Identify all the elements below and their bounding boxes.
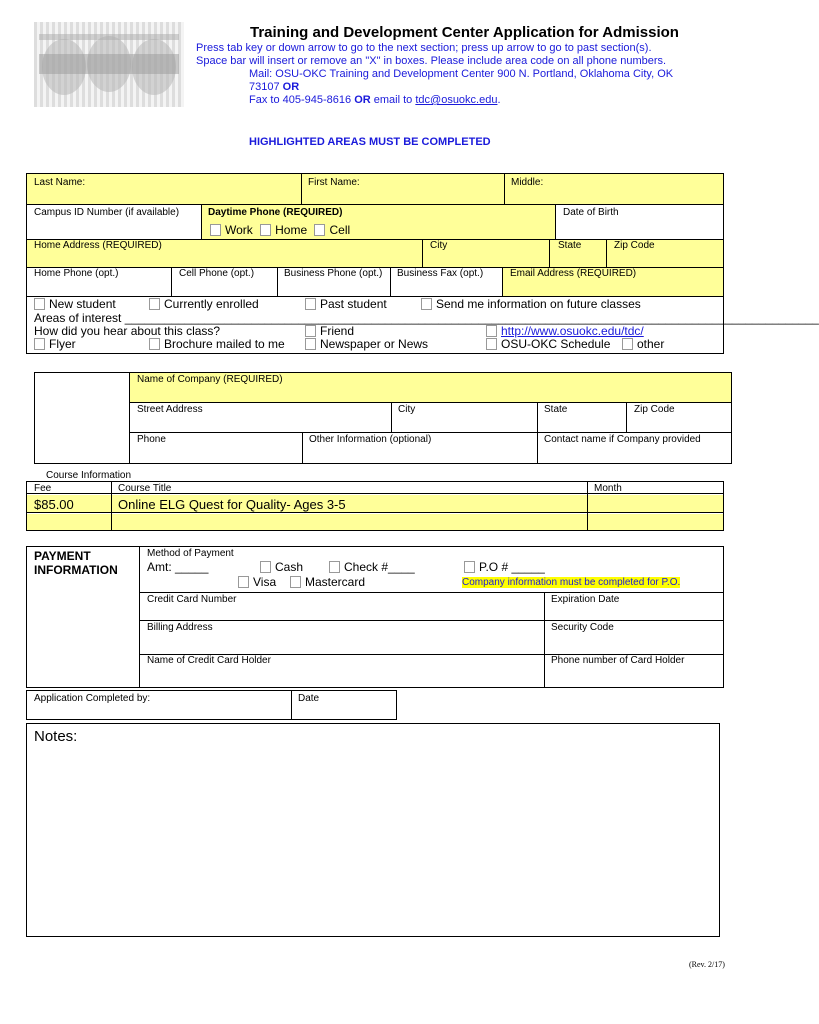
mastercard-label: Mastercard bbox=[305, 575, 366, 589]
billing-address-label[interactable]: Billing Address bbox=[147, 622, 213, 633]
or-text: OR bbox=[282, 81, 300, 93]
card-number-label[interactable]: Credit Card Number bbox=[147, 594, 237, 605]
instruction-line-1: Press tab key or down arrow to go to the next section; press up arrow to go to past section(s). bbox=[196, 42, 652, 54]
other-label: other bbox=[637, 337, 665, 351]
currently-enrolled-option bbox=[149, 297, 259, 311]
how-heard-label: How did you hear about this class? bbox=[34, 324, 221, 338]
first-name-label: First Name: bbox=[308, 177, 360, 188]
divider bbox=[544, 592, 545, 688]
zip-line bbox=[196, 81, 673, 94]
other-info-label[interactable]: Other Information (optional) bbox=[309, 434, 432, 445]
mastercard-checkbox[interactable] bbox=[290, 576, 301, 588]
cash-checkbox[interactable] bbox=[260, 561, 271, 573]
completed-by-label[interactable]: Application Completed by: bbox=[34, 693, 151, 704]
course-title-header: Course Title bbox=[118, 483, 172, 494]
home-address-label: Home Address (REQUIRED) bbox=[34, 240, 162, 251]
state-label: State bbox=[558, 240, 582, 251]
new-student-option bbox=[34, 297, 116, 311]
company-street-label[interactable]: Street Address bbox=[137, 404, 203, 415]
po-label: P.O # _____ bbox=[479, 560, 545, 574]
check-label: Check #____ bbox=[344, 560, 415, 574]
month-header: Month bbox=[594, 483, 622, 494]
flyer-checkbox[interactable] bbox=[34, 338, 45, 350]
schedule-option bbox=[486, 337, 610, 351]
or-text-2: OR bbox=[354, 94, 371, 106]
friend-label: Friend bbox=[320, 324, 355, 338]
method-label: Method of Payment bbox=[147, 548, 234, 559]
friend-checkbox[interactable] bbox=[305, 325, 316, 337]
email-to-text: email to bbox=[373, 94, 413, 106]
send-info-option bbox=[421, 297, 641, 311]
website-link[interactable]: http://www.osuokc.edu/tdc/ bbox=[501, 324, 644, 338]
instructions bbox=[196, 42, 673, 107]
cash-option bbox=[260, 560, 303, 574]
visa-option bbox=[238, 575, 276, 589]
areas-of-interest-field[interactable]: ________________________________________________________________________________________________________ bbox=[124, 311, 819, 325]
divider bbox=[140, 592, 724, 593]
flyer-label: Flyer bbox=[49, 337, 76, 351]
work-checkbox[interactable] bbox=[210, 224, 221, 236]
page-title: Training and Development Center Application for Admission bbox=[250, 24, 679, 41]
course-info-label: Course Information bbox=[46, 470, 132, 481]
newspaper-option bbox=[305, 337, 428, 351]
po-checkbox[interactable] bbox=[464, 561, 475, 573]
cash-label: Cash bbox=[275, 560, 304, 574]
cell-phone-label: Cell Phone (opt.) bbox=[179, 268, 255, 279]
instruction-line-2: Space bar will insert or remove an "X" in boxes. Please include area code on all phone numbers. bbox=[196, 55, 667, 67]
divider bbox=[391, 403, 392, 433]
other-option bbox=[622, 337, 664, 351]
last-name-label: Last Name: bbox=[34, 177, 86, 188]
currently-enrolled-checkbox[interactable] bbox=[149, 298, 160, 310]
business-fax-label: Business Fax (opt.) bbox=[397, 268, 484, 279]
fee-header: Fee bbox=[34, 483, 52, 494]
areas-of-interest-line bbox=[34, 311, 819, 325]
payment-heading-line-1: PAYMENT bbox=[34, 549, 91, 563]
company-name-label: Name of Company (REQUIRED) bbox=[137, 374, 283, 385]
divider bbox=[302, 433, 303, 464]
past-student-label: Past student bbox=[320, 297, 387, 311]
check-option bbox=[329, 560, 415, 574]
cell-checkbox[interactable] bbox=[314, 224, 325, 236]
course-fee: $85.00 bbox=[34, 497, 74, 512]
daytime-phone-label: Daytime Phone (REQUIRED) bbox=[208, 207, 343, 218]
schedule-checkbox[interactable] bbox=[486, 338, 497, 350]
divider bbox=[140, 620, 724, 621]
company-state-label[interactable]: State bbox=[544, 404, 568, 415]
areas-of-interest-label: Areas of interest bbox=[34, 311, 122, 325]
brochure-label: Brochure mailed to me bbox=[164, 337, 285, 351]
fax-text: Fax to 405-945-8616 bbox=[249, 94, 352, 106]
company-phone-label[interactable]: Phone bbox=[137, 434, 166, 445]
newspaper-checkbox[interactable] bbox=[305, 338, 316, 350]
po-note: Company information must be completed for P.O. bbox=[462, 577, 681, 588]
course-row-empty[interactable] bbox=[27, 514, 723, 530]
revision-text: (Rev. 2/17) bbox=[689, 960, 725, 969]
campus-id-label: Campus ID Number (if available) bbox=[34, 207, 180, 218]
other-checkbox[interactable] bbox=[622, 338, 633, 350]
visa-label: Visa bbox=[253, 575, 277, 589]
work-label: Work bbox=[225, 223, 253, 237]
middle-label: Middle: bbox=[511, 177, 544, 188]
payment-heading bbox=[34, 549, 118, 577]
cell-label: Cell bbox=[329, 223, 351, 237]
po-option bbox=[464, 560, 545, 574]
security-code-label[interactable]: Security Code bbox=[551, 622, 614, 633]
new-student-label: New student bbox=[49, 297, 116, 311]
mail-zip: 73107 bbox=[249, 81, 280, 93]
card-holder-label[interactable]: Name of Credit Card Holder bbox=[147, 655, 271, 666]
brochure-option bbox=[149, 337, 285, 351]
new-student-checkbox[interactable] bbox=[34, 298, 45, 310]
newspaper-label: Newspaper or News bbox=[320, 337, 429, 351]
divider bbox=[587, 482, 588, 530]
send-info-checkbox[interactable] bbox=[421, 298, 432, 310]
notes-label: Notes: bbox=[34, 728, 78, 745]
website-option bbox=[486, 324, 644, 338]
business-phone-label: Business Phone (opt.) bbox=[284, 268, 383, 279]
highlighted-notice: HIGHLIGHTED AREAS MUST BE COMPLETED bbox=[249, 136, 491, 148]
company-city-label[interactable]: City bbox=[398, 404, 416, 415]
home-label: Home bbox=[275, 223, 308, 237]
send-info-label: Send me information on future classes bbox=[436, 297, 641, 311]
payment-heading-line-2: INFORMATION bbox=[34, 563, 118, 577]
email-link[interactable]: tdc@osuokc.edu bbox=[415, 94, 498, 106]
notes-box[interactable] bbox=[26, 723, 720, 937]
home-checkbox[interactable] bbox=[260, 224, 271, 236]
expiration-label[interactable]: Expiration Date bbox=[551, 594, 620, 605]
completion-date-label[interactable]: Date bbox=[298, 693, 320, 704]
period: . bbox=[497, 94, 501, 106]
course-title: Online ELG Quest for Quality- Ages 3-5 bbox=[118, 497, 346, 512]
osu-okc-logo bbox=[34, 22, 184, 107]
amount-field[interactable]: Amt: _____ bbox=[147, 560, 209, 574]
friend-option bbox=[305, 324, 354, 338]
website-checkbox[interactable] bbox=[486, 325, 497, 337]
mastercard-option bbox=[290, 575, 365, 589]
email-address-label: Email Address (REQUIRED) bbox=[510, 268, 637, 279]
divider bbox=[139, 546, 140, 688]
home-phone-label: Home Phone (opt.) bbox=[34, 268, 119, 279]
fax-line bbox=[196, 94, 673, 107]
past-student-option bbox=[305, 297, 387, 311]
check-checkbox[interactable] bbox=[329, 561, 340, 573]
contact-name-label[interactable]: Contact name if Company provided bbox=[544, 434, 701, 445]
schedule-label: OSU-OKC Schedule bbox=[501, 337, 611, 351]
mail-line: Mail: OSU-OKC Training and Development Center 900 N. Portland, Oklahoma City, OK bbox=[249, 68, 674, 80]
city-label: City bbox=[430, 240, 448, 251]
phone-type-options bbox=[210, 223, 350, 237]
dob-label: Date of Birth bbox=[563, 207, 619, 218]
logo-graphic bbox=[34, 22, 184, 107]
flyer-option bbox=[34, 337, 76, 351]
zip-label: Zip Code bbox=[614, 240, 655, 251]
divider bbox=[291, 690, 292, 720]
visa-checkbox[interactable] bbox=[238, 576, 249, 588]
past-student-checkbox[interactable] bbox=[305, 298, 316, 310]
brochure-checkbox[interactable] bbox=[149, 338, 160, 350]
divider bbox=[537, 403, 538, 464]
divider bbox=[626, 403, 627, 433]
company-zip-label[interactable]: Zip Code bbox=[634, 404, 675, 415]
card-holder-phone-label[interactable]: Phone number of Card Holder bbox=[551, 655, 685, 666]
divider bbox=[111, 482, 112, 530]
currently-enrolled-label: Currently enrolled bbox=[164, 297, 259, 311]
